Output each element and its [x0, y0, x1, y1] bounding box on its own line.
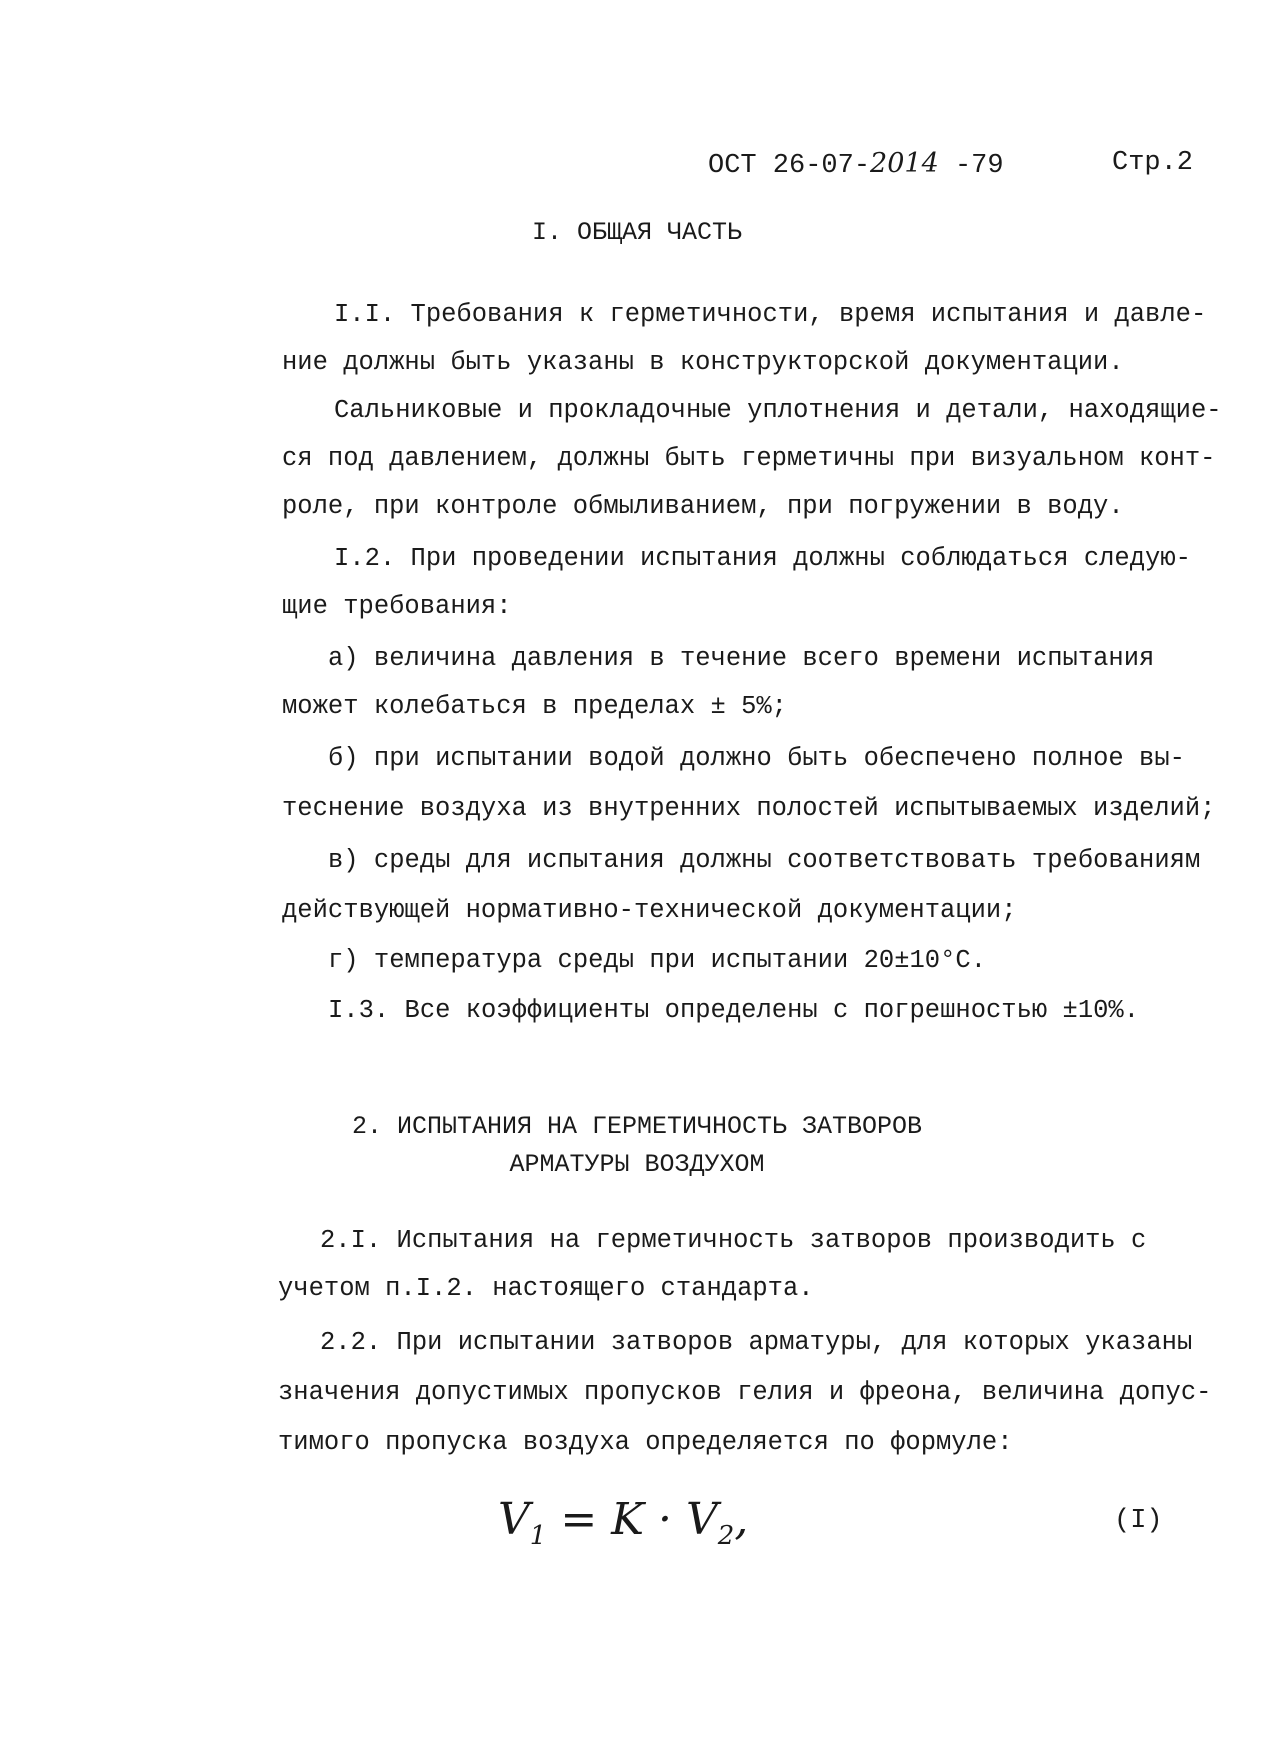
paragraph-line: 2.2. При испытании затворов арматуры, для которых указаны	[320, 1328, 1193, 1357]
standard-code: ОСТ 26-07-2014 -79	[708, 148, 1004, 181]
formula-number: (I)	[1114, 1506, 1163, 1536]
paragraph-line: теснение воздуха из внутренних полостей испытываемых изделий;	[282, 794, 1216, 823]
paragraph-line: тимого пропуска воздуха определяется по формуле:	[278, 1428, 1013, 1457]
list-item-b: б) при испытании водой должно быть обеспечено полное вы-	[328, 744, 1185, 773]
paragraph-line: I.I. Требования к герметичности, время испытания и давле-	[334, 300, 1207, 329]
section-1-title: I. ОБЩАЯ ЧАСТЬ	[531, 218, 743, 247]
paragraph-line: действующей нормативно-технической документации;	[282, 896, 1017, 925]
section-2-title-line-2: АРМАТУРЫ ВОЗДУХОМ	[509, 1150, 765, 1179]
paragraph-line: роле, при контроле обмыливанием, при погружении в воду.	[282, 492, 1124, 521]
paragraph-line: I.3. Все коэффициенты определены с погрешностью ±10%.	[328, 996, 1140, 1025]
list-item-g: г) температура среды при испытании 20±10°С.	[328, 946, 987, 975]
formula: $V_1 = K \cdot V_2$,	[498, 1494, 749, 1551]
list-item-a: а) величина давления в течение всего времени испытания	[328, 644, 1155, 673]
section-2-title-line-1: 2. ИСПЫТАНИЯ НА ГЕРМЕТИЧНОСТЬ ЗАТВОРОВ	[351, 1112, 923, 1141]
paragraph-line: Сальниковые и прокладочные уплотнения и детали, находящие-	[334, 396, 1222, 425]
paragraph-line: значения допустимых пропусков гелия и фреона, величина допус-	[278, 1378, 1212, 1407]
paragraph-line: ся под давлением, должны быть герметичны при визуальном конт-	[282, 444, 1216, 473]
page-number: Стр.2	[1112, 148, 1194, 178]
paragraph-line: 2.I. Испытания на герметичность затворов производить с	[320, 1226, 1147, 1255]
handwritten-code-number: 2014	[870, 148, 939, 179]
list-item-v: в) среды для испытания должны соответствовать требованиям	[328, 846, 1201, 875]
paragraph-line: щие требования:	[282, 592, 512, 621]
paragraph-line: может колебаться в пределах ± 5%;	[282, 692, 787, 721]
paragraph-line: I.2. При проведении испытания должны соблюдаться следую-	[334, 544, 1191, 573]
paragraph-line: учетом п.I.2. настоящего стандарта.	[278, 1274, 814, 1303]
paragraph-line: ние должны быть указаны в конструкторской документации.	[282, 348, 1124, 377]
